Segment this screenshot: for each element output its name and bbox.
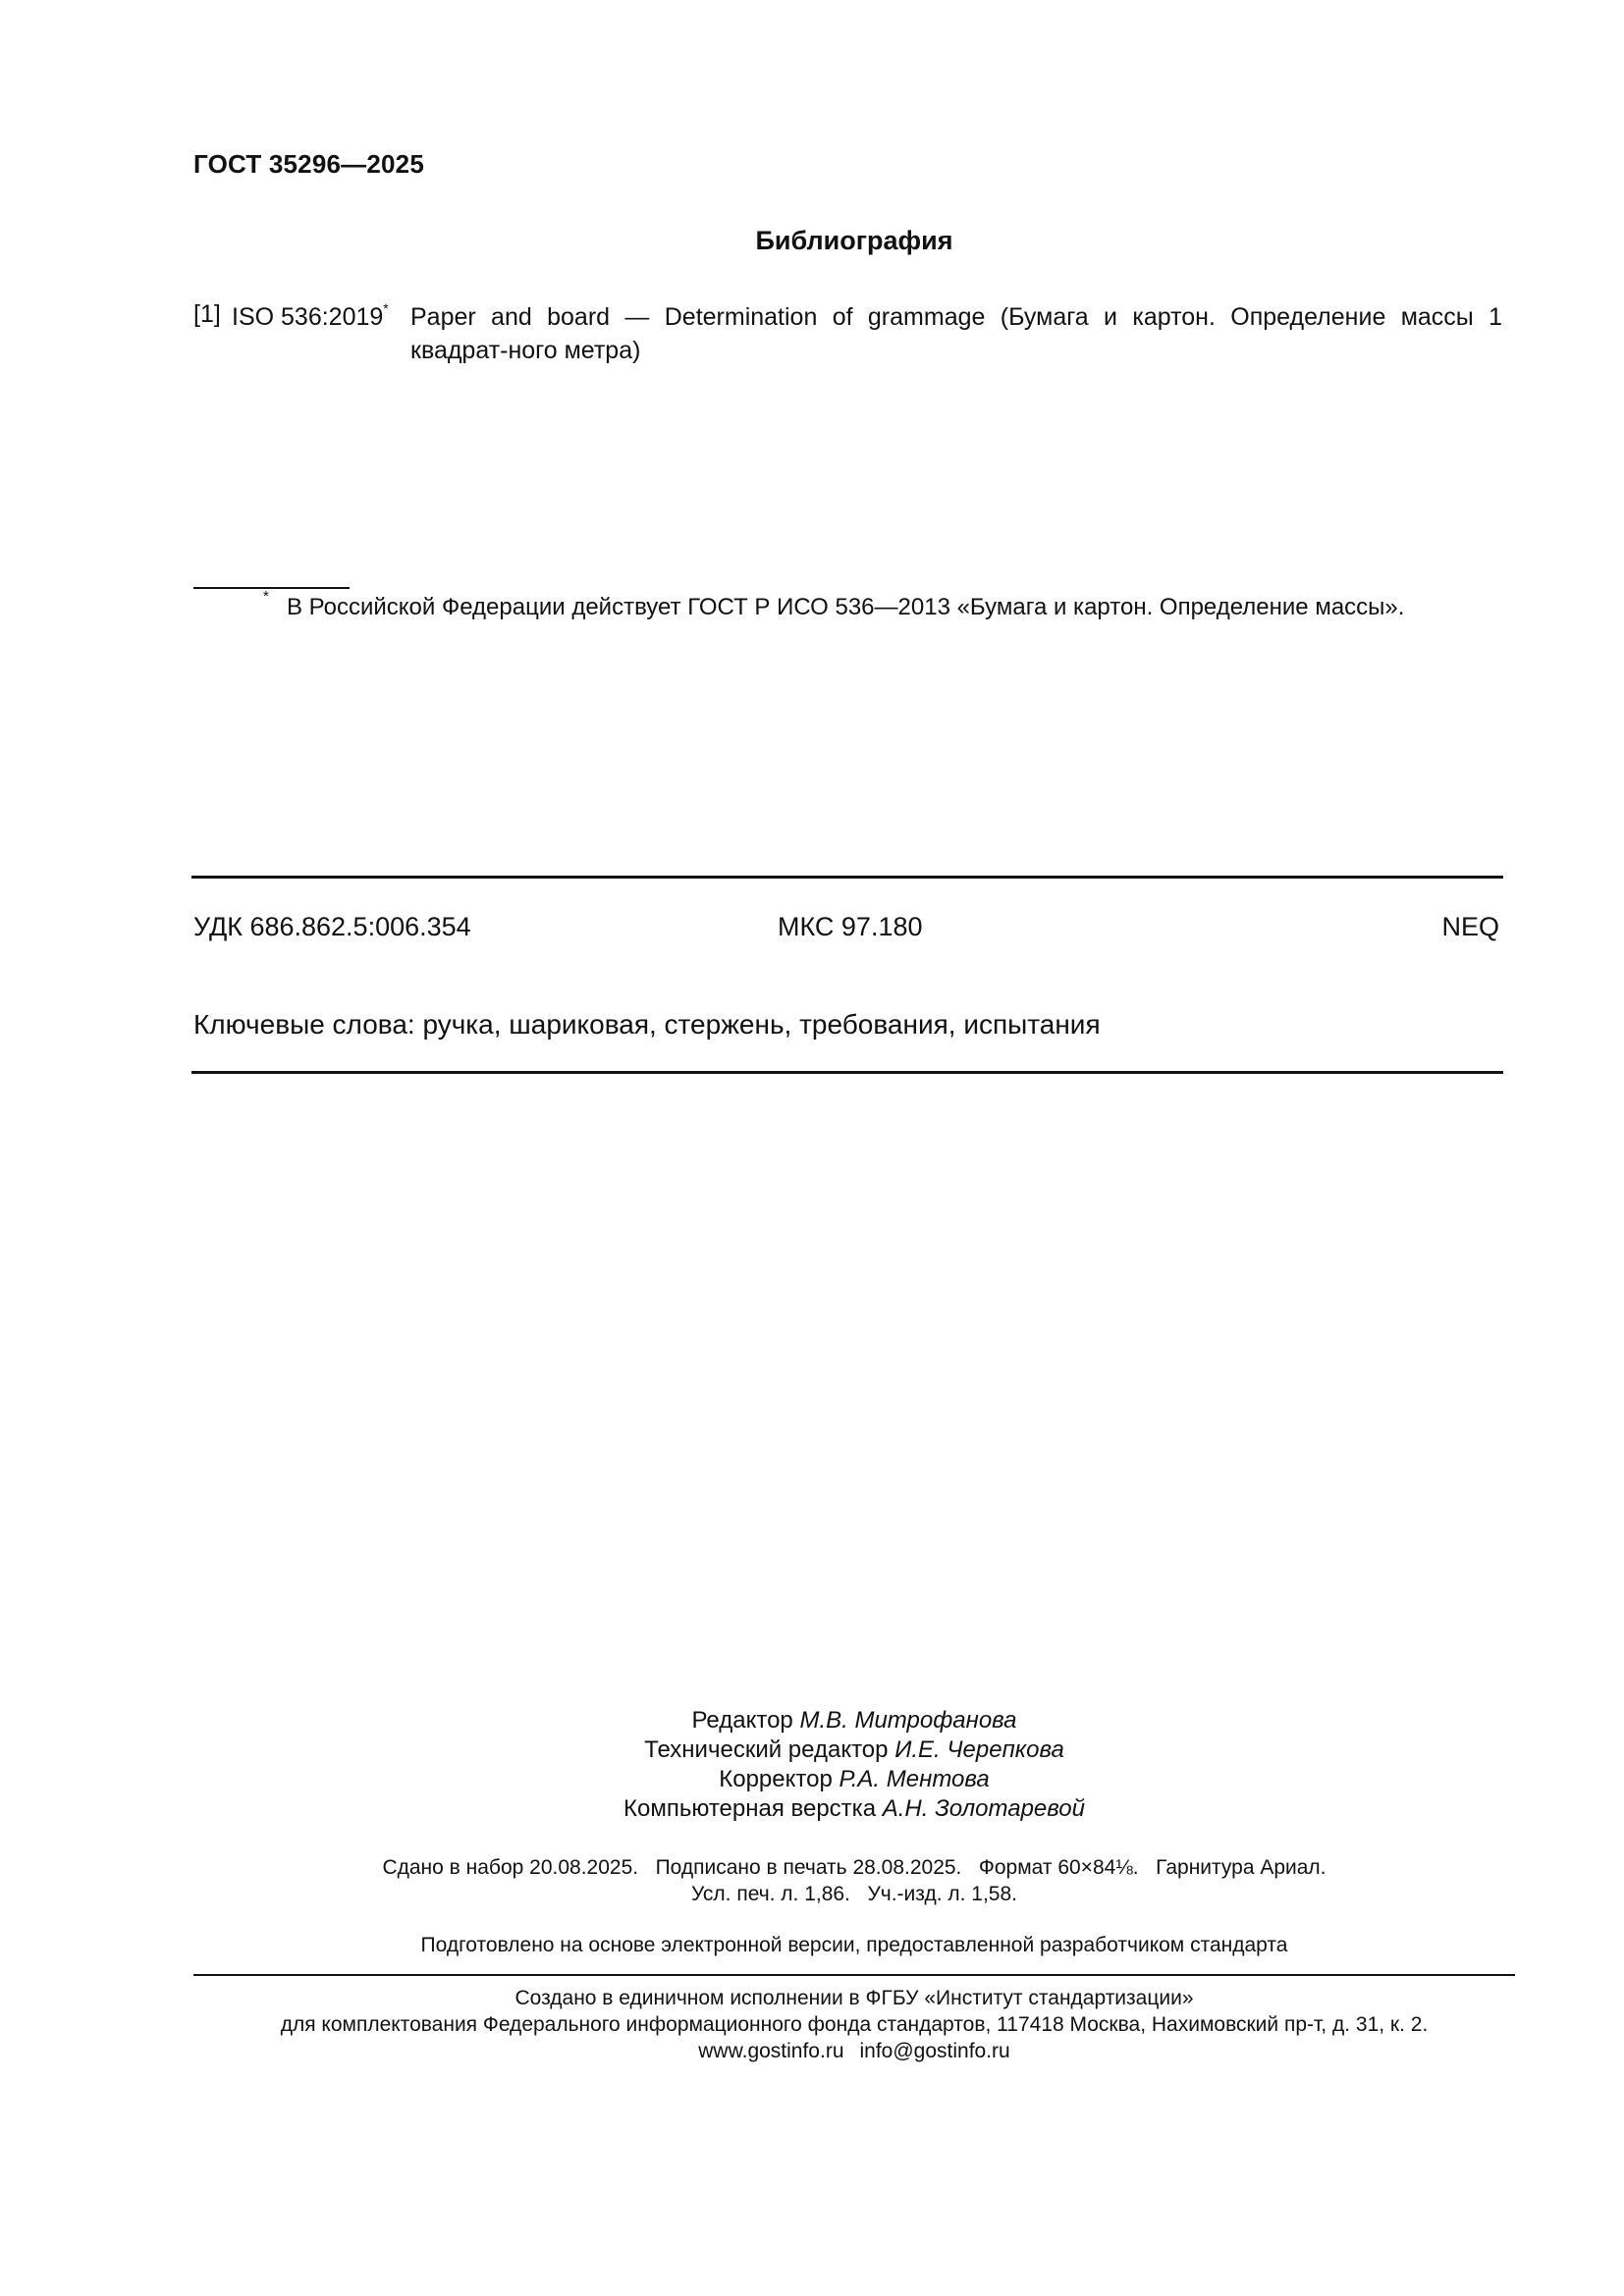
publisher-separator [193, 1974, 1515, 1976]
editorial-credits [0, 1706, 1624, 1824]
footnote-reference: * [383, 300, 389, 316]
publisher-line: Создано в единичном исполнении в ФГБУ «Институт стандартизации» [514, 1987, 1194, 2009]
publisher-info [0, 1985, 1624, 2064]
credit-role: Технический редактор [644, 1736, 889, 1763]
credit-name: М.В. Митрофанова [799, 1707, 1017, 1734]
bibliography-title: Библиография [755, 226, 953, 255]
credit-line-tech-editor [0, 1735, 1624, 1765]
website-link[interactable]: www.gostinfo.ru [698, 2040, 844, 2062]
bibliography-standard-id: ISO 536:2019 [232, 303, 384, 331]
bibliography-entry-number: [1] [193, 300, 221, 328]
email-link[interactable]: info@gostinfo.ru [859, 2040, 1010, 2062]
credit-line-editor [0, 1706, 1624, 1735]
classification-top-rule [191, 876, 1503, 879]
print-info [0, 1854, 1624, 1907]
udk-code: УДК 686.862.5:006.354 [193, 912, 471, 941]
print-info-line: Усл. печ. л. 1,86. Уч.-изд. л. 1,58. [690, 1883, 1017, 1905]
footnote-separator [193, 587, 350, 589]
credit-role: Корректор [719, 1766, 833, 1792]
footnote-mark: * [263, 588, 269, 605]
footnote-text: В Российской Федерации действует ГОСТ Р ИСО 536—2013 «Бумага и картон. Определение массы». [287, 594, 1405, 620]
publisher-line: для комплектования Федерального информационного фонда стандартов, 117418 Москва, Нахимовский пр-т, д. 31, к. 2. [280, 2013, 1429, 2036]
classification-bottom-rule [191, 1071, 1503, 1074]
equivalence-degree: NEQ [1441, 912, 1499, 941]
credit-role: Редактор [691, 1707, 793, 1734]
bibliography-entry-description: Paper and board — Determination of grammage (Бумага и картон. Определение массы 1 квадрат-ного метра) [410, 303, 1502, 364]
credit-role: Компьютерная верстка [623, 1795, 877, 1822]
credit-name: А.Н. Золотаревой [882, 1795, 1085, 1822]
prepared-note: Подготовлено на основе электронной версии, предоставленной разработчиком стандарта [420, 1934, 1288, 1956]
credit-name: Р.А. Ментова [839, 1766, 990, 1792]
standard-code: ГОСТ 35296—2025 [193, 149, 424, 179]
publisher-contacts [0, 2038, 1624, 2064]
credit-line-layout [0, 1794, 1624, 1824]
mks-code: МКС 97.180 [778, 912, 923, 941]
keywords: Ключевые слова: ручка, шариковая, стержень, требования, испытания [193, 1009, 1101, 1040]
credit-name: И.Е. Черепкова [894, 1736, 1064, 1763]
print-info-line: Сдано в набор 20.08.2025. Подписано в печать 28.08.2025. Формат 60×84⅛. Гарнитура Ариал. [382, 1856, 1326, 1879]
credit-line-proofreader [0, 1765, 1624, 1794]
bibliography-entry-standard [232, 300, 389, 332]
